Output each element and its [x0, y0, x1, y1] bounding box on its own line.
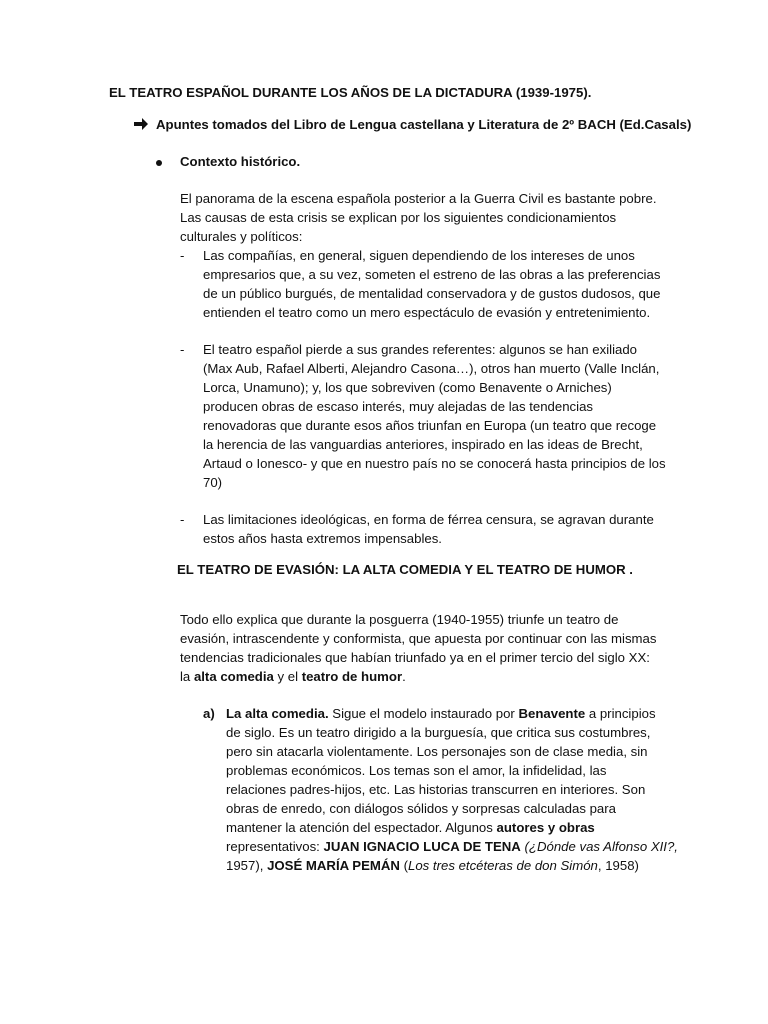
- work-title: (¿Dónde vas Alfonso XII?,: [520, 839, 678, 854]
- posguerra-line: evasión, intrascendente y conformista, que apuesta por continuar con las mismas: [180, 631, 657, 646]
- item-a-line: [226, 838, 678, 857]
- context-heading: Contexto histórico.: [180, 154, 301, 169]
- point2-line: (Max Aub, Rafael Alberti, Alejandro Casona…), otros han muerto (Valle Inclán,: [203, 361, 660, 376]
- intro-line: culturales y políticos:: [180, 229, 303, 244]
- section-heading: EL TEATRO DE EVASIÓN: LA ALTA COMEDIA Y EL TEATRO DE HUMOR .: [177, 562, 633, 577]
- text-run: .: [402, 669, 406, 684]
- bullet-icon: [156, 160, 162, 166]
- item-a-line: [226, 857, 639, 876]
- item-a-line: [226, 819, 595, 838]
- item-a-line: pero sin atacarla violentamente. Los personajes son de clase media, sin: [226, 744, 648, 759]
- point3-line: Las limitaciones ideológicas, en forma de férrea censura, se agravan durante: [203, 512, 654, 527]
- point1-line: de un público burgués, de mentalidad conservadora y de gustos dudosos, que: [203, 286, 661, 301]
- text-run: , 1958): [597, 858, 639, 873]
- point2-line: Artaud o Ionesco- y que en nuestro país no se conocerá hasta principios de los: [203, 456, 666, 471]
- item-a-line: relaciones padres-hijos, etc. Las historias transcurren en interiores. Son: [226, 782, 646, 797]
- item-a-line: problemas económicos. Los temas son el amor, la infidelidad, las: [226, 763, 607, 778]
- posguerra-line: tendencias tradicionales que habían triunfado ya en el primer tercio del siglo XX:: [180, 650, 650, 665]
- point2-line: la herencia de las vanguardias anteriores, inspirado en las ideas de Brecht,: [203, 437, 643, 452]
- intro-line: Las causas de esta crisis se explican por los siguientes condicionamientos: [180, 210, 617, 225]
- text-run: y el: [273, 669, 302, 684]
- item-marker: a): [203, 706, 215, 721]
- item-a-line: de siglo. Es un teatro dirigido a la burguesía, que critica sus costumbres,: [226, 725, 651, 740]
- source-note: Apuntes tomados del Libro de Lengua castellana y Literatura de 2º BACH (Ed.Casals): [156, 117, 692, 132]
- text-run: representativos:: [226, 839, 324, 854]
- arrow-right-icon: [133, 117, 149, 131]
- point2-line: renovadoras que durante esos años triunfan en Europa (un teatro que recoge: [203, 418, 657, 433]
- point1-line: empresarios que, a su vez, someten el estreno de las obras a las preferencias: [203, 267, 661, 282]
- point2-line: producen obras de escaso interés, muy alejadas de las tendencias: [203, 399, 594, 414]
- work-title: Los tres etcéteras de don Simón: [408, 858, 598, 873]
- point1-line: Las compañías, en general, siguen dependiendo de los intereses de unos: [203, 248, 635, 263]
- autores-obras-term: autores y obras: [496, 820, 595, 835]
- text-run: mantener la atención del espectador. Algunos: [226, 820, 497, 835]
- benavente-term: Benavente: [518, 706, 586, 721]
- point2-line: 70): [203, 475, 223, 490]
- text-run: (: [399, 858, 408, 873]
- item-a-title: La alta comedia.: [226, 706, 329, 721]
- list-dash: -: [180, 248, 185, 263]
- text-run: Sigue el modelo instaurado por: [328, 706, 519, 721]
- text-run: la: [180, 669, 194, 684]
- item-a-line: [226, 705, 656, 724]
- point3-line: estos años hasta extremos impensables.: [203, 531, 442, 546]
- list-dash: -: [180, 512, 185, 527]
- point2-line: El teatro español pierde a sus grandes referentes: algunos se han exiliado: [203, 342, 638, 357]
- intro-line: El panorama de la escena española posterior a la Guerra Civil es bastante pobre.: [180, 191, 657, 206]
- posguerra-line: Todo ello explica que durante la posguerra (1940-1955) triunfe un teatro de: [180, 612, 619, 627]
- page-title: EL TEATRO ESPAÑOL DURANTE LOS AÑOS DE LA DICTADURA (1939-1975).: [109, 85, 592, 100]
- teatro-humor-term: teatro de humor: [301, 669, 403, 684]
- author-luca-de-tena: JUAN IGNACIO LUCA DE TENA: [323, 839, 521, 854]
- list-dash: -: [180, 342, 185, 357]
- point2-line: Lorca, Unamuno); y, los que sobreviven (como Benavente o Arniches): [203, 380, 612, 395]
- alta-comedia-term: alta comedia: [193, 669, 274, 684]
- item-a-line: obras de enredo, con diálogos sólidos y sorpresas calculadas para: [226, 801, 616, 816]
- text-run: a principios: [585, 706, 656, 721]
- text-run: 1957),: [226, 858, 268, 873]
- author-peman: JOSÉ MARÍA PEMÁN: [267, 858, 400, 873]
- posguerra-last-line: [180, 668, 406, 687]
- point1-line: entienden el teatro como un mero espectáculo de evasión y entretenimiento.: [203, 305, 651, 320]
